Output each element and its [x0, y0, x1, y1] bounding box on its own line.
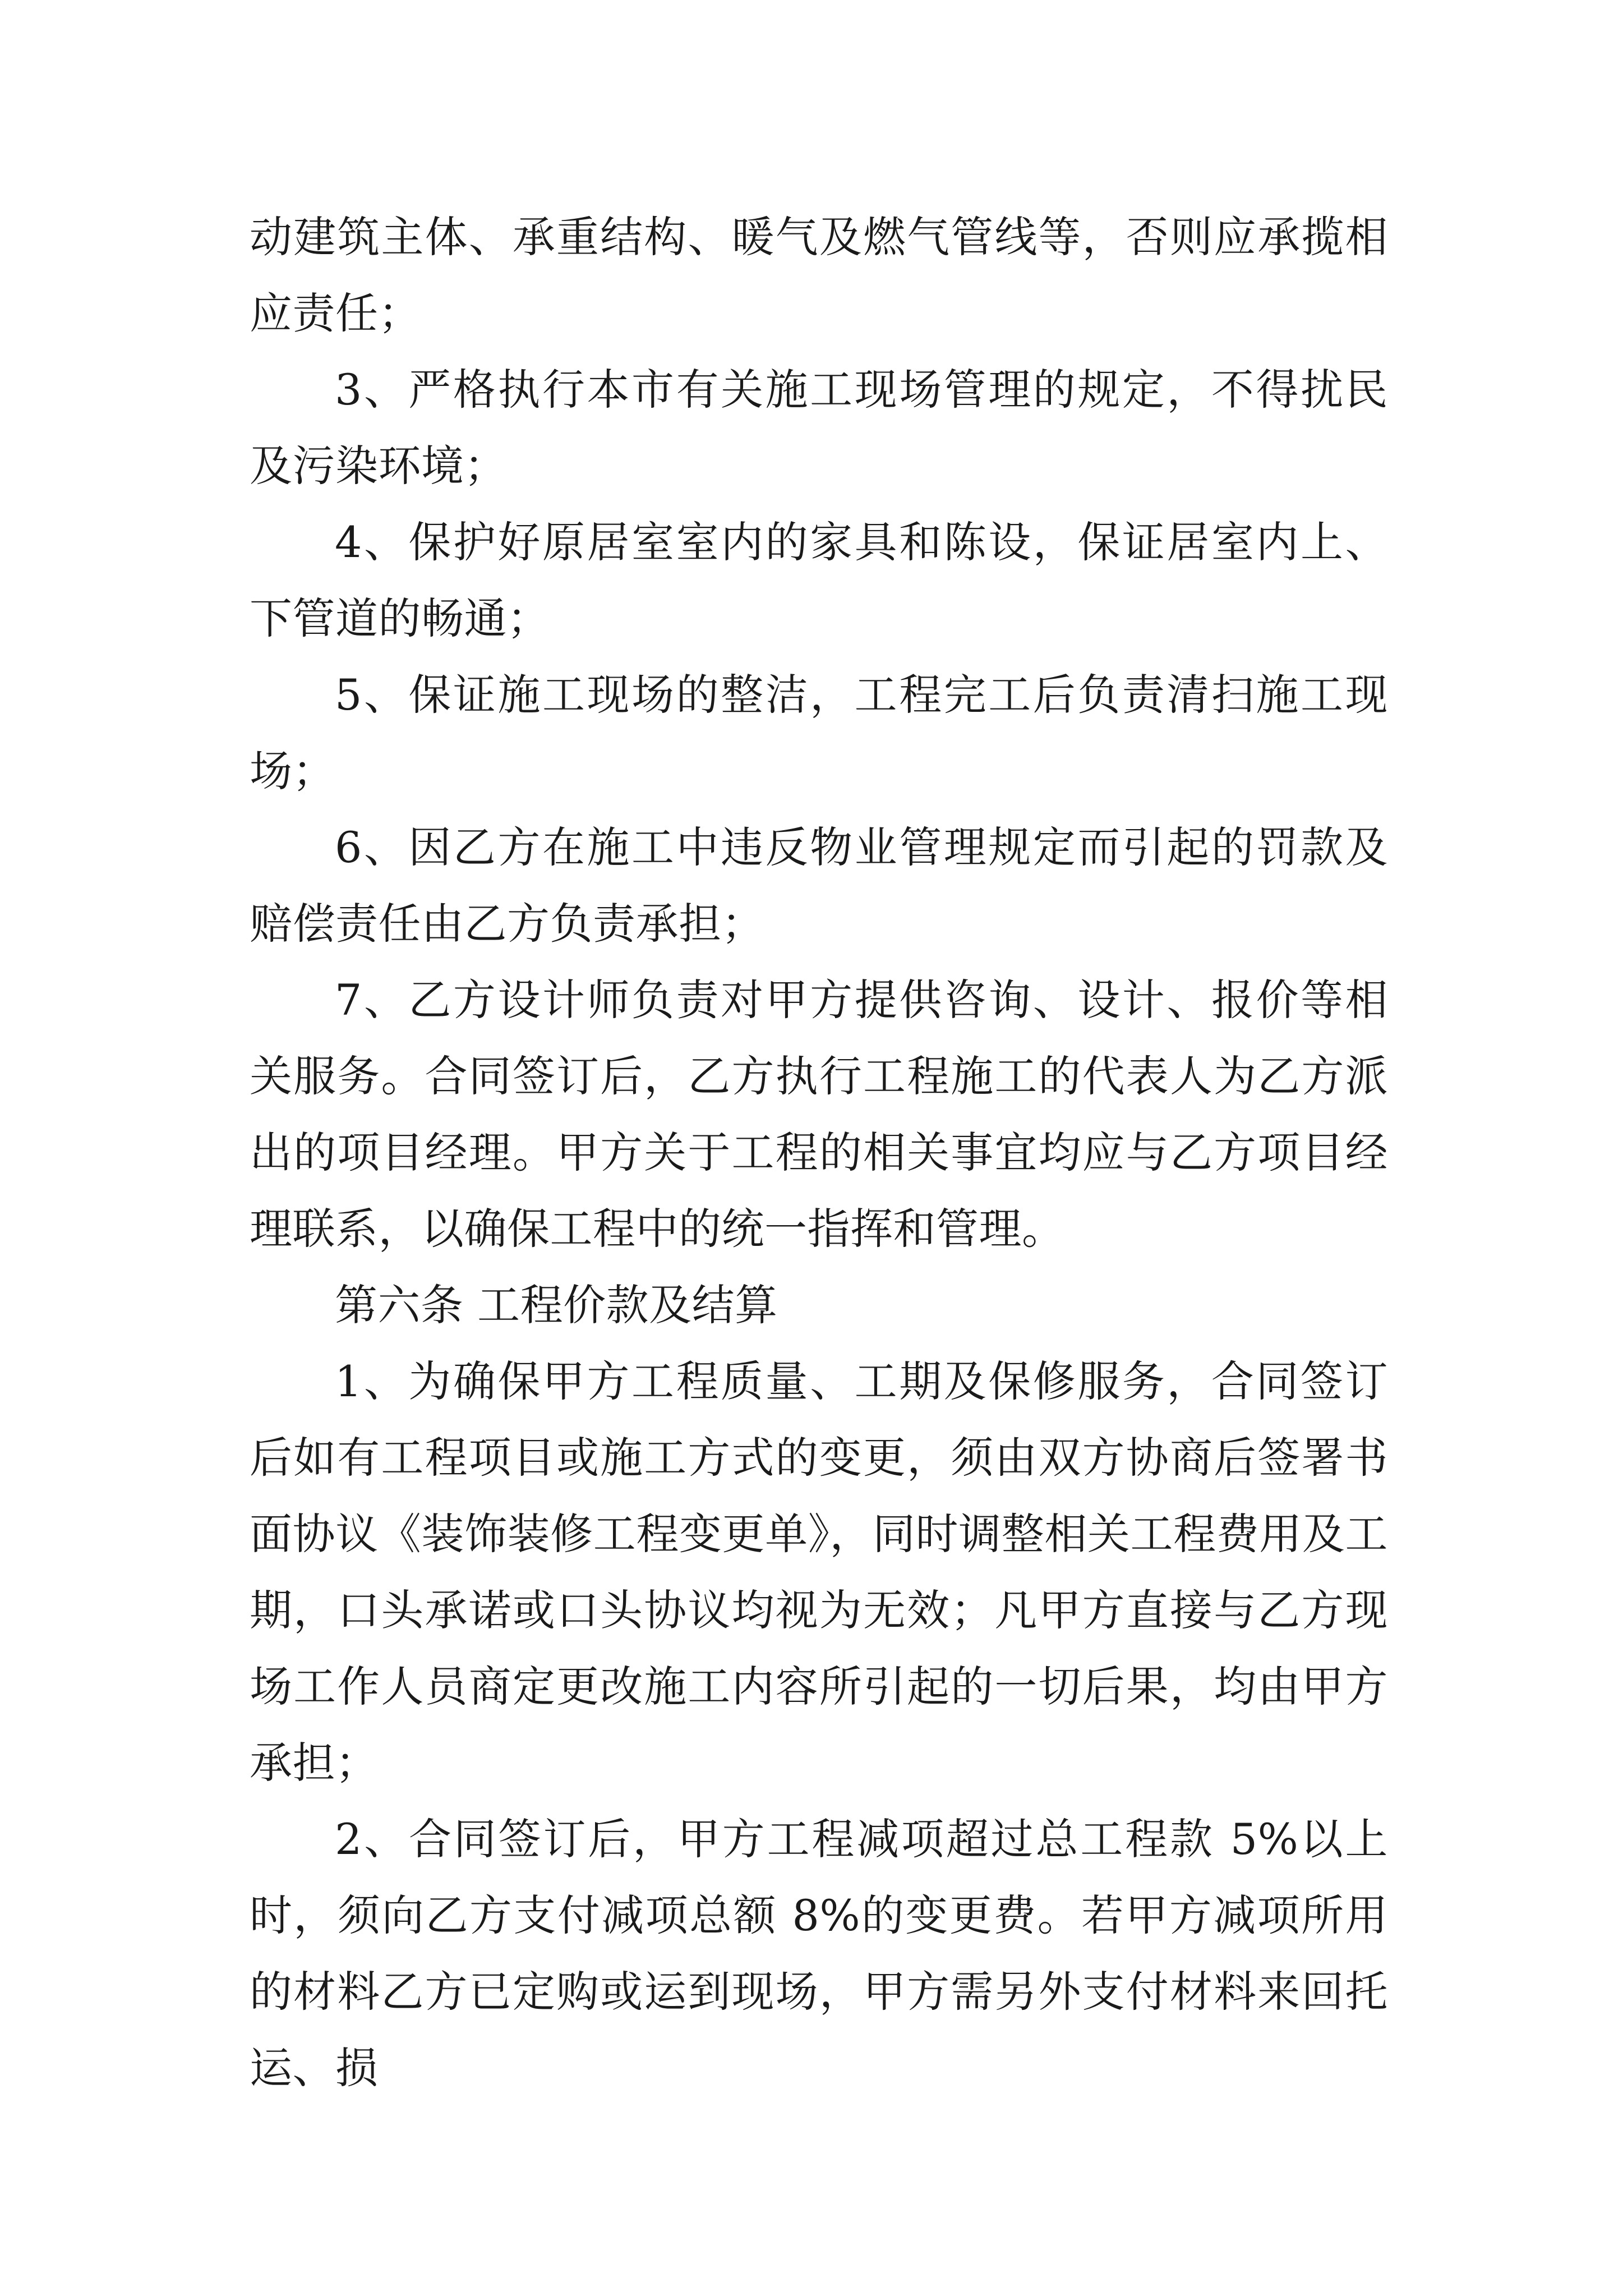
paragraph-article-6-clause-1: 1、为确保甲方工程质量、工期及保修服务，合同签订后如有工程项目或施工方式的变更，须由双方协商后签署书面协议《装饰装修工程变更单》，同时调整相关工程费用及工期，口头承诺或口头协议均视为无效；凡甲方直接与乙方现场工作人员商定更改施工内容所引起的一切后果，均由甲方承担；: [250, 1356, 1388, 1788]
paragraph-clause-6: 6、因乙方在施工中违反物业管理规定而引起的罚款及赔偿责任由乙方负责承担；: [250, 822, 1388, 949]
paragraph-continuation: 动建筑主体、承重结构、暖气及燃气管线等，否则应承揽相应责任；: [250, 212, 1388, 338]
paragraph-clause-3: 3、严格执行本市有关施工现场管理的规定，不得扰民及污染环境；: [250, 365, 1388, 491]
section-heading-article-6: 第六条 工程价款及结算: [335, 1280, 778, 1330]
paragraph-clause-5: 5、保证施工现场的整洁，工程完工后负责清扫施工现场；: [250, 670, 1388, 796]
document-body: [250, 199, 1388, 2106]
paragraph-clause-7: 7、乙方设计师负责对甲方提供咨询、设计、报价等相关服务。合同签订后，乙方执行工程施工的代表人为乙方派出的项目经理。甲方关于工程的相关事宜均应与乙方项目经理联系，以确保工程中的统一指挥和管理。: [250, 975, 1388, 1254]
paragraph-article-6-clause-2: 2、合同签订后，甲方工程减项超过总工程款 5%以上时，须向乙方支付减项总额 8%的变更费。若甲方减项所用的材料乙方已定购或运到现场，甲方需另外支付材料来回托运、损: [250, 1814, 1388, 2093]
paragraph-clause-4: 4、保护好原居室室内的家具和陈设，保证居室内上、下管道的畅通；: [250, 517, 1388, 643]
